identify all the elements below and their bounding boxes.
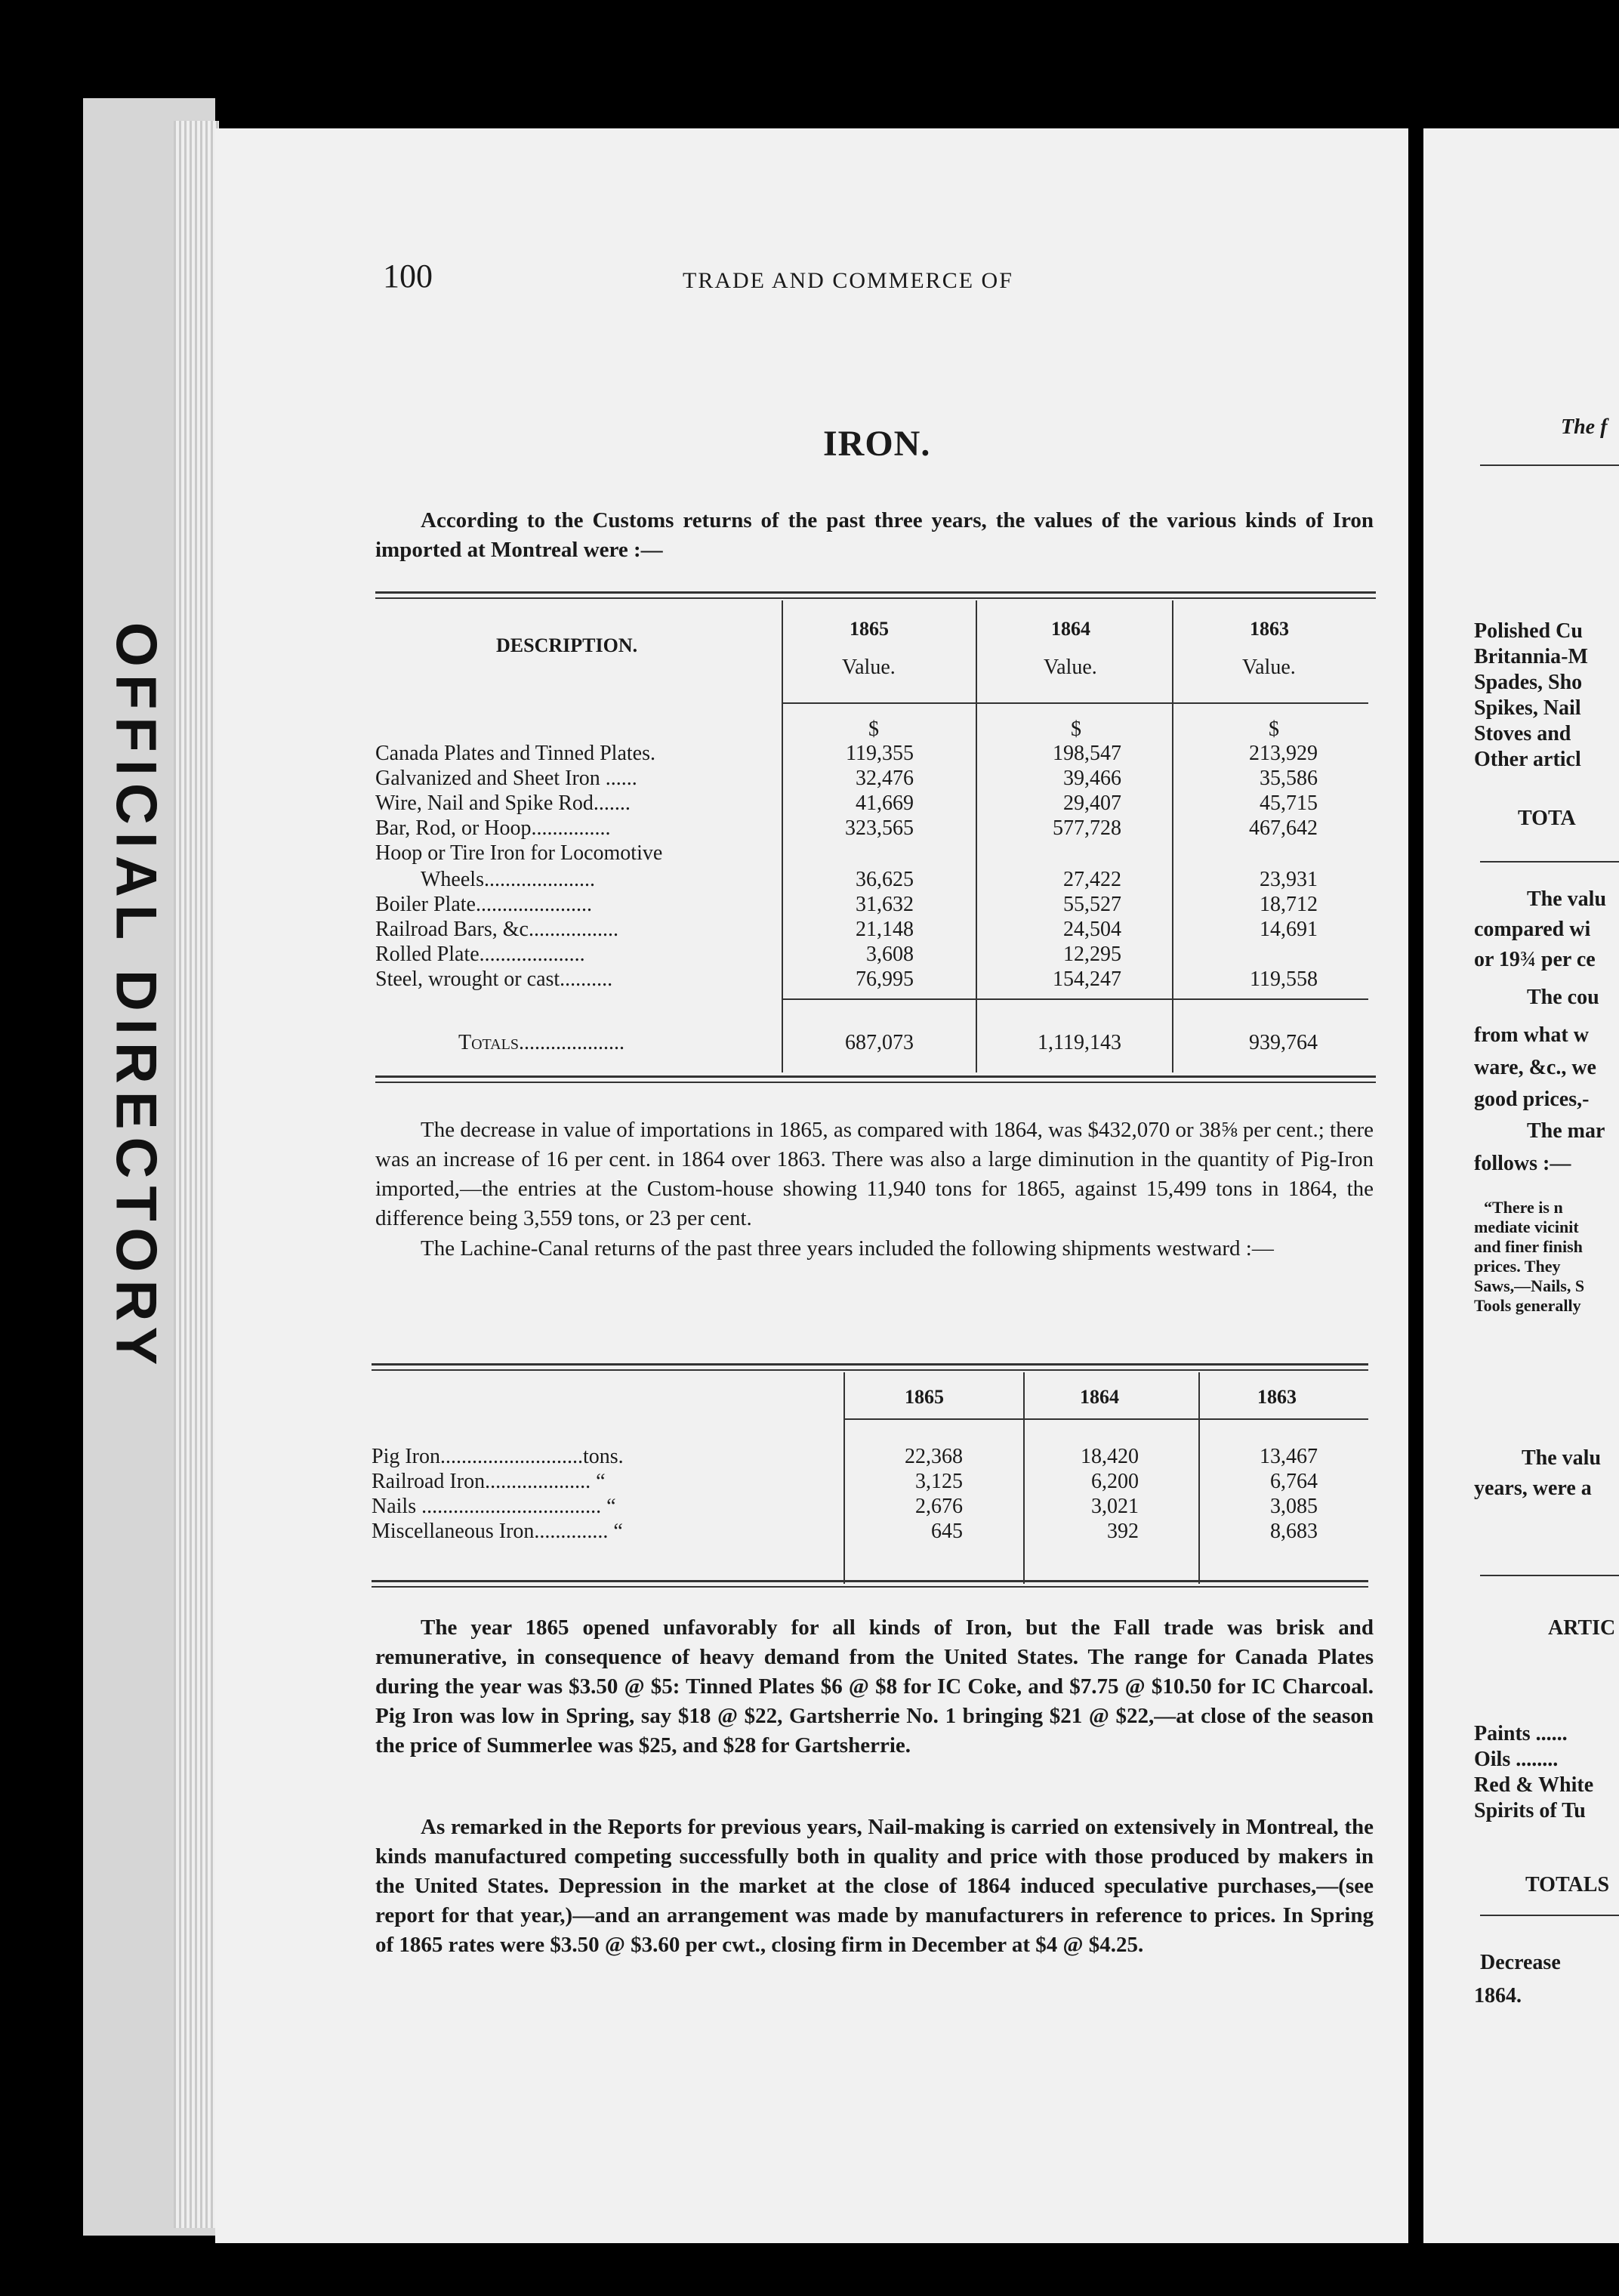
right-page-line: TOTA — [1518, 807, 1576, 830]
table-cell: 27,422 — [1063, 868, 1121, 891]
table1-bottom-rule — [375, 1075, 1376, 1078]
table-cell: 645 — [931, 1520, 963, 1543]
value-label: Value. — [842, 656, 896, 679]
right-page-line: prices. They — [1474, 1257, 1561, 1276]
year-header-1864: 1864 — [1051, 618, 1090, 640]
table-cell: 2,676 — [915, 1495, 963, 1518]
totals-cell: 687,073 — [845, 1031, 914, 1054]
table1-top-rule — [375, 591, 1376, 594]
table-cell: 41,669 — [856, 792, 914, 815]
table-cell: 18,420 — [1081, 1445, 1139, 1468]
table-row-label: Pig Iron...........................tons. — [372, 1445, 624, 1468]
year-header-1865: 1865 — [905, 1386, 944, 1408]
right-page-line: The valu — [1522, 1446, 1602, 1470]
table1-col-divider — [782, 600, 783, 1072]
right-page-rule — [1480, 464, 1619, 466]
value-label: Value. — [1242, 656, 1296, 679]
right-page-line: Decrease — [1480, 1951, 1561, 1974]
year-header-1865: 1865 — [850, 618, 889, 640]
table-cell: 577,728 — [1053, 816, 1121, 840]
right-page-line: Spirits of Tu — [1474, 1799, 1586, 1822]
table-row-label: Wire, Nail and Spike Rod....... — [375, 792, 631, 815]
right-page-line: Tools generally — [1474, 1296, 1581, 1315]
table-cell: 392 — [1107, 1520, 1139, 1543]
totals-cell: 939,764 — [1249, 1031, 1318, 1054]
table-cell: 154,247 — [1053, 967, 1121, 991]
table-row-label: Steel, wrought or cast.......... — [375, 967, 613, 991]
table-cell: 119,355 — [846, 742, 914, 765]
table2-col-divider — [1023, 1372, 1025, 1584]
table-cell: 3,608 — [866, 943, 914, 966]
table2-col-divider — [843, 1372, 845, 1584]
table-cell: 3,021 — [1091, 1495, 1139, 1518]
table-row-label: Galvanized and Sheet Iron ...... — [375, 767, 637, 790]
right-page-line: “There is n — [1484, 1198, 1563, 1217]
table2-col-divider — [1198, 1372, 1200, 1584]
right-page-line: Red & White — [1474, 1773, 1594, 1797]
currency-symbol: $ — [1071, 718, 1081, 741]
table-row-label: Miscellaneous Iron.............. “ — [372, 1520, 623, 1543]
lachine-paragraph: The Lachine-Canal returns of the past three years included the following shipments westward :— — [421, 1236, 1274, 1261]
right-page-line: Oils ........ — [1474, 1748, 1559, 1771]
spine-label — [98, 355, 174, 1639]
running-head: TRADE AND COMMERCE OF — [683, 268, 1013, 293]
table-row-label: Railroad Iron.................... “ — [372, 1470, 606, 1493]
right-page-line: TOTALS — [1525, 1873, 1610, 1896]
table-cell: 29,407 — [1063, 792, 1121, 815]
section-title: IRON. — [823, 424, 931, 464]
right-page-line: follows :— — [1474, 1152, 1571, 1175]
table-row-label: Rolled Plate.................... — [375, 943, 585, 966]
table-cell: 45,715 — [1260, 792, 1318, 815]
table-cell: 76,995 — [856, 967, 914, 991]
right-page-line: Britannia-M — [1474, 645, 1588, 668]
table-cell: 55,527 — [1063, 893, 1121, 916]
right-page-line: good prices,- — [1474, 1088, 1590, 1111]
right-page-rule — [1480, 1915, 1619, 1916]
table-cell: 36,625 — [856, 868, 914, 891]
right-page-rule — [1480, 1575, 1619, 1576]
value-label: Value. — [1044, 656, 1097, 679]
right-page-rule — [1480, 861, 1619, 863]
table-row-label: Boiler Plate...................... — [375, 893, 592, 916]
table-row-label: Hoop or Tire Iron for Locomotive — [375, 841, 663, 865]
right-page-line: ware, &c., we — [1474, 1056, 1596, 1079]
currency-symbol: $ — [868, 718, 879, 741]
table1-totals-rule — [783, 998, 1368, 1000]
right-page-line: and finer finish — [1474, 1237, 1583, 1256]
spine-text: OFFICIAL DIRECTORY — [103, 622, 168, 1372]
year-1865-paragraph: The year 1865 opened unfavorably for all kinds of Iron, but the Fall trade was brisk and remunerative, in consequence of heavy demand from the United States. The range for Canada Plates during the year was $3.50 @ $5: Tinned Plates $6 @ $8 for IC Coke, and $7.75 @ $10.50 for IC Charcoal. Pig Iron was low in Spring, say $18 @ $22, Gartsherrie No. 1 bringing $21 @ $22,—at close of the season the price of Summerlee was $25, and $28 for Gartsherrie. — [375, 1616, 1374, 1757]
table1-header-rule — [783, 702, 1368, 704]
right-page-line: mediate vicinit — [1474, 1217, 1579, 1236]
table-cell: 32,476 — [856, 767, 914, 790]
table-cell: 467,642 — [1249, 816, 1318, 840]
right-page-line: years, were a — [1474, 1477, 1592, 1500]
table1-bottom-rule-2 — [375, 1082, 1376, 1083]
right-page-line: Paints ...... — [1474, 1722, 1568, 1745]
table-row-label: Canada Plates and Tinned Plates. — [375, 742, 655, 765]
totals-cell: 1,119,143 — [1038, 1031, 1121, 1054]
right-page-line: Polished Cu — [1474, 619, 1583, 643]
table-cell: 21,148 — [856, 918, 914, 941]
table-cell: 6,764 — [1270, 1470, 1318, 1493]
right-page-line: The valu — [1527, 887, 1607, 911]
table1-top-rule-2 — [375, 597, 1376, 599]
description-header: DESCRIPTION. — [496, 634, 638, 656]
table-cell: 119,558 — [1250, 967, 1318, 991]
totals-label: Totals.................... — [458, 1031, 624, 1054]
intro-paragraph: According to the Customs returns of the past three years, the values of the various kinds of Iron imported at Montreal were :— — [375, 508, 1374, 562]
table-cell: 6,200 — [1091, 1470, 1139, 1493]
nail-making-paragraph: As remarked in the Reports for previous years, Nail-making is carried on extensively in Montreal, the kinds manufactured competing successfully both in quality and price with those produced by makers in the United States. Depression in the market at the close of 1864 induced speculative purchases,—(see report for that year,)—and an arrangement was made by manufacturers in reference to prices. In Spring of 1865 rates were $3.50 @ $3.60 per cwt., closing firm in December at $4 @ $4.25. — [375, 1815, 1374, 1957]
table-cell: 22,368 — [905, 1445, 963, 1468]
table2-bottom-rule-2 — [372, 1586, 1368, 1588]
table1-col-divider — [976, 600, 977, 1072]
table-cell: 18,712 — [1260, 893, 1318, 916]
right-page-line: The cou — [1527, 986, 1599, 1009]
right-page-line: ARTIC — [1548, 1616, 1616, 1640]
table1-col-divider — [1172, 600, 1173, 1072]
table2-top-rule — [372, 1363, 1368, 1366]
table-cell: 323,565 — [845, 816, 914, 840]
right-page-line: or 19¾ per ce — [1474, 948, 1596, 971]
right-page-line: from what w — [1474, 1023, 1589, 1047]
right-page-line: Spades, Sho — [1474, 671, 1583, 694]
year-header-1863: 1863 — [1250, 618, 1289, 640]
table-row-label: Bar, Rod, or Hoop............... — [375, 816, 611, 840]
page-edges — [174, 121, 219, 2228]
table-cell: 213,929 — [1249, 742, 1318, 765]
page-number: 100 — [383, 258, 433, 295]
table-cell: 14,691 — [1260, 918, 1318, 941]
decrease-paragraph: The decrease in value of importations in 1865, as compared with 1864, was $432,070 or 38⅝ per cent.; there was an increase of 16 per cent. in 1864 over 1863. There was also a large diminution in the quantity of Pig-Iron imported,—the entries at the Custom-house showing 11,940 tons for 1865, against 15,499 tons in 1864, the difference being 3,559 tons, or 23 per cent. — [375, 1118, 1374, 1230]
right-page — [1423, 128, 1619, 2243]
table-row-label: Wheels..................... — [421, 868, 595, 891]
right-page-line: compared wi — [1474, 918, 1591, 941]
table-cell: 8,683 — [1270, 1520, 1318, 1543]
table-cell: 3,085 — [1270, 1495, 1318, 1518]
right-page-line: Other articl — [1474, 748, 1581, 771]
right-page-line: The f — [1561, 415, 1608, 439]
table-cell: 12,295 — [1063, 943, 1121, 966]
table-cell: 24,504 — [1063, 918, 1121, 941]
table2-top-rule-2 — [372, 1369, 1368, 1371]
year-header-1864: 1864 — [1080, 1386, 1119, 1408]
table-cell: 31,632 — [856, 893, 914, 916]
table-cell: 35,586 — [1260, 767, 1318, 790]
year-header-1863: 1863 — [1257, 1386, 1297, 1408]
table-row-label: Nails .................................. “ — [372, 1495, 616, 1518]
table2-header-rule — [845, 1418, 1368, 1420]
table-cell: 198,547 — [1053, 742, 1121, 765]
table-row-label: Railroad Bars, &c................. — [375, 918, 618, 941]
table-cell: 39,466 — [1063, 767, 1121, 790]
right-page-line: Stoves and — [1474, 722, 1571, 745]
table2-bottom-rule — [372, 1580, 1368, 1582]
right-page-line: Spikes, Nail — [1474, 696, 1581, 720]
currency-symbol: $ — [1269, 718, 1279, 741]
table-cell: 13,467 — [1260, 1445, 1318, 1468]
table-cell: 3,125 — [915, 1470, 963, 1493]
right-page-line: Saws,—Nails, S — [1474, 1276, 1585, 1295]
right-page-line: The mar — [1527, 1119, 1605, 1143]
table-cell: 23,931 — [1260, 868, 1318, 891]
right-page-line: 1864. — [1474, 1984, 1522, 2007]
